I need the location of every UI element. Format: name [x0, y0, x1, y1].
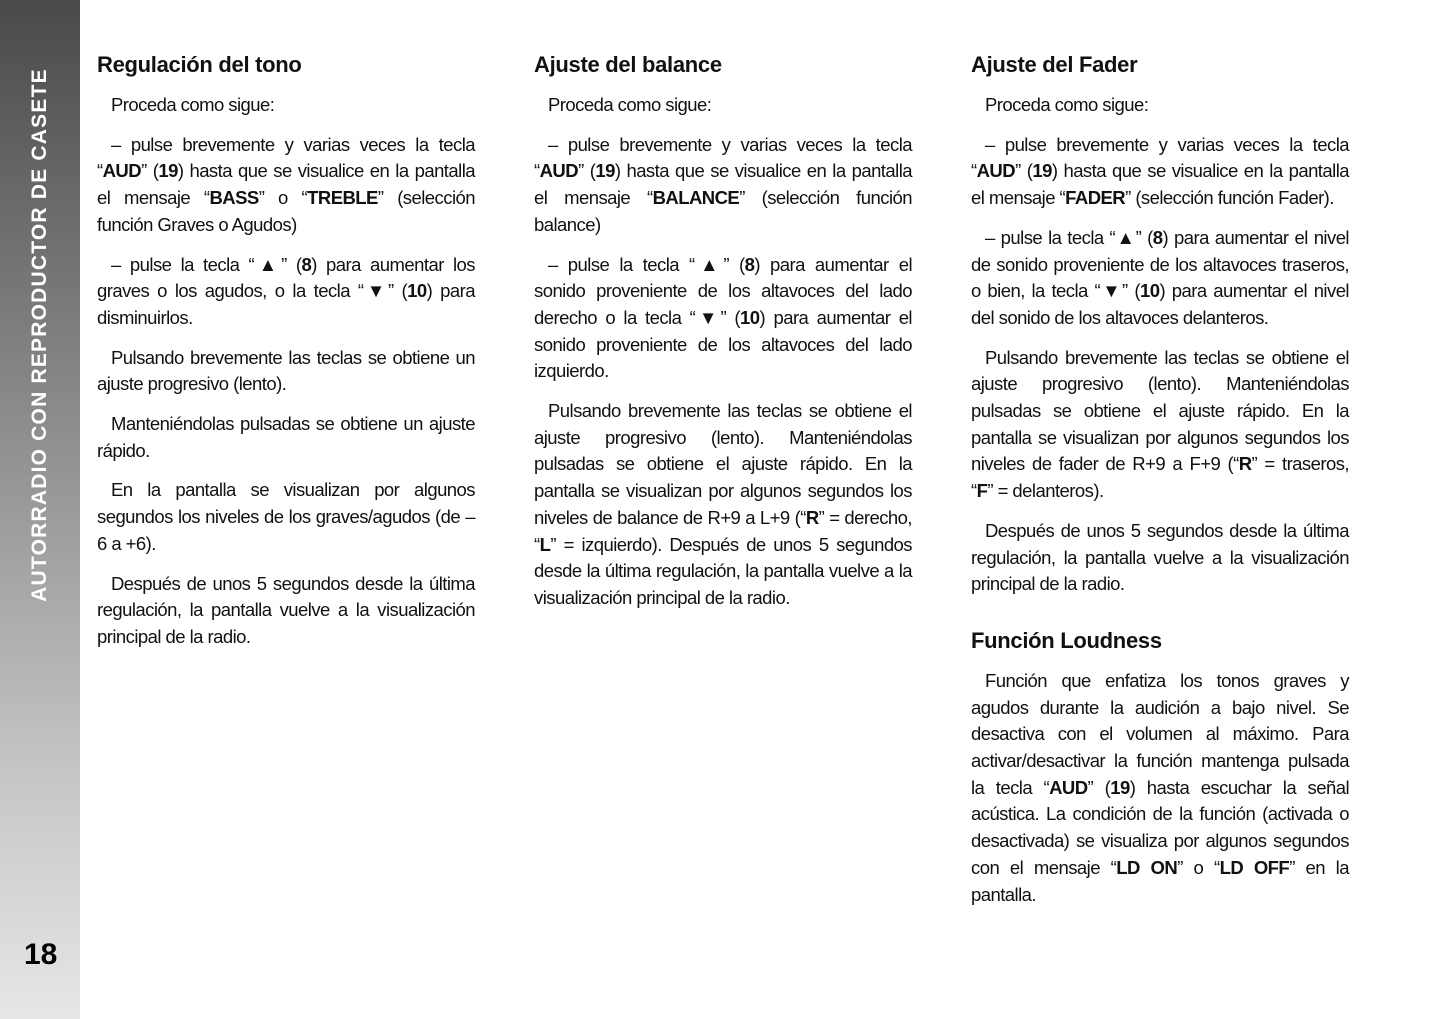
paragraph [97, 477, 475, 557]
paragraph [971, 345, 1349, 505]
bold-text: 8 [301, 253, 312, 275]
text-run: Proceda como sigue: [985, 94, 1149, 115]
bold-text: AUD [102, 160, 142, 182]
text-run: ” en la pantalla. [971, 856, 1349, 905]
text-run: ” ( [578, 160, 596, 182]
bold-text: BASS [209, 187, 259, 209]
text-run: ) para aumentar el sonido proveniente de los altavoces del lado derecho o la tecla “▼” ( [534, 253, 912, 328]
text-run: Proceda como sigue: [548, 94, 712, 115]
text-run: Después de unos 5 segundos desde la última regulación, la pantalla vuelve a la visualización principal de la radio. [97, 572, 475, 647]
text-run: – pulse la tecla “▲” ( [548, 253, 745, 275]
section-heading: Regulación del tono [97, 52, 302, 77]
text-run: Pulsando brevemente las teclas se obtiene el ajuste progresivo (lento). Manteniéndolas pulsadas se obtiene el ajuste rápido. En la pantalla se visualizan por algunos segundos los niveles de balance de R+9 a L+9 (“ [534, 400, 912, 528]
bold-text: AUD [539, 160, 579, 182]
paragraph [97, 92, 475, 119]
paragraph [97, 252, 475, 332]
column-3 [971, 50, 1349, 921]
text-run: ” = delanteros). [987, 480, 1104, 502]
text-run: ” ( [1087, 776, 1111, 798]
section-heading: Ajuste del Fader [971, 52, 1138, 77]
text-run: ) hasta que se visualice en la pantalla el mensaje “ [971, 160, 1349, 209]
text-run: ” (selección función balance) [534, 187, 912, 235]
paragraph [971, 132, 1349, 212]
text-run: ” (selección función Fader). [1125, 187, 1334, 209]
bold-text: R [805, 506, 819, 528]
bold-text: LD ON [1116, 856, 1178, 878]
text-run: Manteniéndolas pulsadas se obtiene un ajuste rápido. [97, 413, 475, 461]
paragraph [97, 411, 475, 464]
paragraph [971, 92, 1349, 119]
bold-text: AUD [976, 160, 1016, 182]
text-run: ) para aumentar el sonido proveniente de los altavoces del lado izquierdo. [534, 306, 912, 382]
column-2 [534, 50, 912, 625]
text-run: – pulse brevemente y varias veces la tecla “ [97, 133, 475, 182]
text-run: – pulse brevemente y varias veces la tecla “ [971, 133, 1349, 182]
bold-text: 10 [740, 306, 760, 328]
paragraph [971, 225, 1349, 332]
bold-text: LD OFF [1219, 856, 1290, 878]
paragraph [534, 398, 912, 612]
text-run: ) para aumentar el nivel del sonido de los altavoces delanteros. [971, 280, 1349, 328]
text-run: – pulse la tecla “▲” ( [111, 253, 302, 275]
text-run: ) hasta escuchar la señal acústica. La condición de la función (activada o desactivada) se visualiza por algunos segundos con el mensaje “ [971, 776, 1350, 878]
section-heading: Ajuste del balance [534, 52, 722, 77]
text-run: Proceda como sigue: [111, 94, 275, 115]
text-run: ) hasta que se visualice en la pantalla el mensaje “ [97, 160, 475, 209]
paragraph [97, 132, 475, 239]
bold-text: F [976, 480, 988, 502]
bold-text: 10 [407, 280, 427, 302]
text-run: ” = traseros, “ [971, 453, 1349, 502]
text-run: ” o “ [1177, 856, 1220, 878]
bold-text: FADER [1065, 187, 1126, 209]
page-number: 18 [24, 938, 58, 971]
text-run: ” = izquierdo). Después de unos 5 segundos desde la última regulación, la pantalla vuelve a la visualización principal de la radio. [534, 533, 912, 608]
text-run: ) para aumentar los graves o los agudos, o la tecla “▼” ( [97, 253, 475, 302]
section-heading: Función Loudness [971, 627, 1162, 653]
text-run: – pulse brevemente y varias veces la tecla “ [534, 133, 912, 182]
chapter-sidebar [0, 0, 80, 1019]
bold-text: 8 [744, 253, 755, 275]
text-run: ” (selección función Graves o Agudos) [97, 187, 475, 235]
bold-text: R [1238, 453, 1252, 475]
bold-text: 19 [1110, 776, 1130, 798]
paragraph [971, 518, 1349, 598]
bold-text: 19 [158, 160, 178, 182]
text-run: Pulsando brevemente las teclas se obtiene un ajuste progresivo (lento). [97, 346, 475, 395]
text-run: ” = derecho, “ [534, 506, 912, 555]
paragraph [971, 668, 1349, 908]
text-run: ) para disminuirlos. [97, 280, 475, 328]
bold-text: 19 [595, 160, 615, 182]
text-run: ) para aumentar el nivel de sonido proveniente de los altavoces traseros, o bien, la tecla “▼” ( [971, 226, 1349, 302]
bold-text: BALANCE [652, 187, 740, 209]
paragraph [534, 92, 912, 119]
paragraph [97, 345, 475, 398]
chapter-title: AUTORRADIO CON REPRODUCTOR DE CASETE [28, 68, 51, 602]
text-run: – pulse la tecla “▲” ( [985, 226, 1153, 248]
text-run: Función que enfatiza los tonos graves y agudos durante la audición a bajo nivel. Se desactiva con el volumen al máximo. Para activar/desactivar la función mantenga pulsada la tecla “ [971, 669, 1349, 798]
text-run: ” ( [1015, 160, 1033, 182]
bold-text: 10 [1139, 280, 1160, 302]
bold-text: TREBLE [307, 187, 378, 209]
text-run: Después de unos 5 segundos desde la última regulación, la pantalla vuelve a la visualización principal de la radio. [971, 519, 1349, 595]
text-run: ) hasta que se visualice en la pantalla el mensaje “ [534, 160, 912, 209]
bold-text: 8 [1152, 226, 1163, 248]
text-run: En la pantalla se visualizan por algunos segundos los niveles de los graves/agudos (de – 6 a +6). [97, 479, 475, 554]
text-run: ” ( [141, 160, 159, 182]
paragraph [534, 252, 912, 386]
bold-text: 19 [1032, 160, 1052, 182]
paragraph [97, 571, 475, 651]
text-run: Pulsando brevemente las teclas se obtiene el ajuste progresivo (lento). Manteniéndolas pulsadas se obtiene el ajuste rápido. En la pantalla se visualizan por algunos segundos los niveles de fader de R+9 a F+9 (“ [971, 346, 1349, 475]
bold-text: L [539, 533, 551, 555]
column-1 [97, 50, 475, 664]
bold-text: AUD [1049, 776, 1088, 798]
paragraph [534, 132, 912, 239]
text-run: ” o “ [258, 187, 308, 209]
